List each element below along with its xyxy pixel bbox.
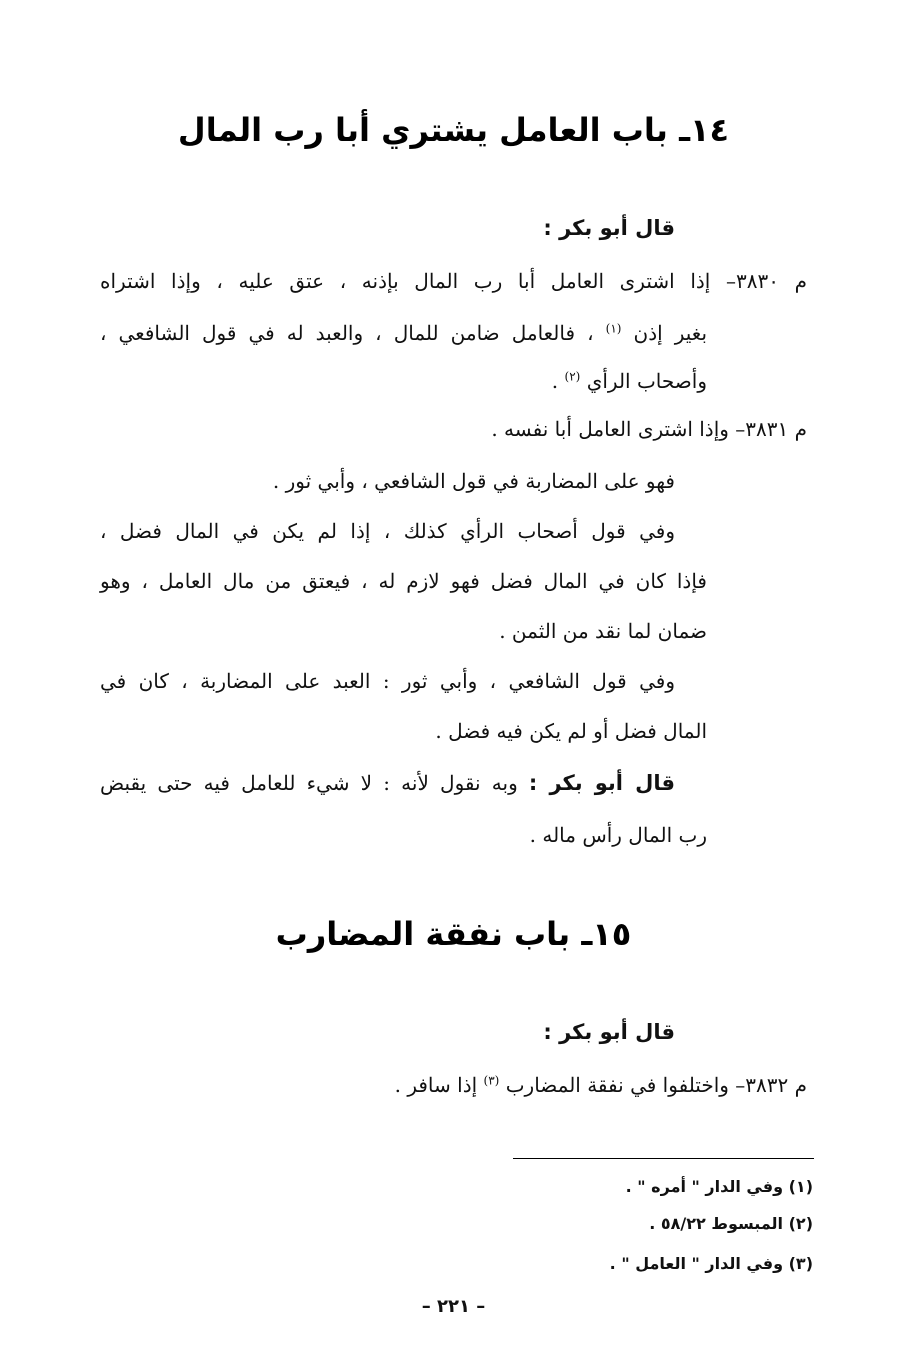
footnote-ref-1[interactable]: (١) xyxy=(605,321,622,336)
footnote-1: (١) وفي الدار " أمره " . xyxy=(625,1177,813,1196)
footnote-ref-3[interactable]: (٣) xyxy=(483,1073,500,1088)
footnote-ref-2[interactable]: (٢) xyxy=(564,369,581,384)
text-line-4-part-b: . xyxy=(551,369,559,393)
text-line-12-part-b: وبه نقول لأنه : لا شيء للعامل فيه حتى يقبض xyxy=(100,771,518,795)
text-line-3-part-b: ، فالعامل ضامن للمال ، والعبد له في قول الشافعي ، xyxy=(100,321,594,345)
text-line-4 xyxy=(552,366,707,396)
text-line-3-part-a: بغير إذن xyxy=(633,321,708,345)
text-line-3 xyxy=(100,318,707,348)
text-line-15-part-b: إذا سافر . xyxy=(394,1073,478,1097)
text-line-2: م ٣٨٣٠– إذا اشترى العامل أبا رب المال بإذنه ، عتق عليه ، وإذا اشتراه xyxy=(100,269,807,293)
text-line-10: وفي قول الشافعي ، وأبي ثور : العبد على المضاربة ، كان في xyxy=(100,669,675,693)
footnote-2: (٢) المبسوط ٥٨/٢٢ . xyxy=(649,1214,813,1233)
text-line-6: فهو على المضاربة في قول الشافعي ، وأبي ثور . xyxy=(272,469,675,493)
abu-bakr-said-3: قال أبو بكر : xyxy=(543,1020,675,1044)
text-line-15 xyxy=(395,1070,807,1100)
text-line-9: ضمان لما نقد من الثمن . xyxy=(499,619,707,643)
chapter-heading-14: ١٤ـ باب العامل يشتري أبا رب المال xyxy=(177,111,730,149)
footnote-divider xyxy=(513,1158,814,1159)
text-line-15-part-a: م ٣٨٣٢– واختلفوا في نفقة المضارب xyxy=(505,1073,807,1097)
abu-bakr-said-2: قال أبو بكر : xyxy=(528,771,675,795)
chapter-heading-15: ١٥ـ باب نفقة المضارب xyxy=(275,915,632,953)
text-line-13: رب المال رأس ماله . xyxy=(529,823,707,847)
page-number: – ٢٢١ – xyxy=(421,1296,486,1317)
text-line-8: فإذا كان في المال فضل فهو لازم له ، فيعتق من مال العامل ، وهو xyxy=(100,569,707,593)
text-line-7: وفي قول أصحاب الرأي كذلك ، إذا لم يكن في المال فضل ، xyxy=(100,519,675,543)
text-line-5: م ٣٨٣١– وإذا اشترى العامل أبا نفسه . xyxy=(491,417,807,441)
text-line-12 xyxy=(100,768,675,798)
text-line-4-part-a: وأصحاب الرأي xyxy=(586,369,707,393)
text-line-11: المال فضل أو لم يكن فيه فضل . xyxy=(435,719,707,743)
footnote-3: (٣) وفي الدار " العامل " . xyxy=(609,1254,813,1273)
abu-bakr-said-1: قال أبو بكر : xyxy=(543,216,675,240)
